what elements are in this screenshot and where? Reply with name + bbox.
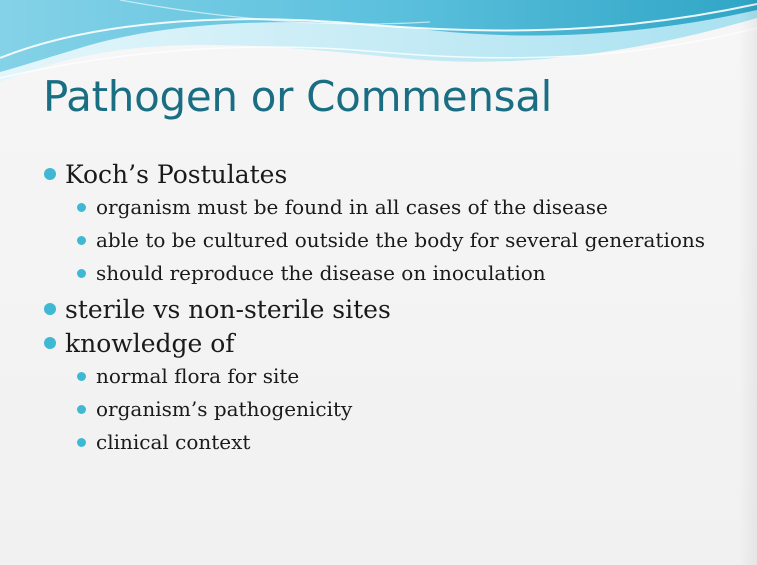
bullet-list — [44, 158, 734, 462]
sub-bullet-item — [75, 260, 734, 287]
sub-bullet-item — [75, 396, 734, 423]
bullet-text: Koch’s Postulates — [65, 160, 288, 189]
bullet-icon — [77, 236, 86, 245]
bullet-icon — [77, 203, 86, 212]
sub-bullet-text: clinical context — [96, 430, 251, 454]
sub-bullet-item — [75, 363, 734, 390]
bullet-item — [44, 158, 734, 287]
slide-title: Pathogen or Commensal — [43, 72, 553, 121]
bullet-text: sterile vs non-sterile sites — [65, 295, 391, 324]
sub-bullet-text: organism must be found in all cases of the disease — [96, 195, 608, 219]
bullet-icon — [44, 303, 56, 315]
bullet-icon — [44, 168, 56, 180]
sub-bullet-item — [75, 227, 734, 254]
bullet-icon — [44, 337, 56, 349]
bullet-item — [44, 293, 734, 327]
sub-bullet-text: organism’s pathogenicity — [96, 397, 353, 421]
bullet-icon — [77, 269, 86, 278]
sub-bullet-item — [75, 429, 734, 456]
bullet-text: knowledge of — [65, 329, 235, 358]
bullet-item — [44, 327, 734, 456]
sub-bullet-text: should reproduce the disease on inoculation — [96, 261, 546, 285]
bullet-icon — [77, 438, 86, 447]
bullet-icon — [77, 372, 86, 381]
bullet-icon — [77, 405, 86, 414]
sub-bullet-item — [75, 194, 734, 221]
edge-shadow — [739, 0, 757, 565]
sub-bullet-text: able to be cultured outside the body for several generations — [96, 228, 706, 252]
sub-bullet-text: normal flora for site — [96, 364, 300, 388]
